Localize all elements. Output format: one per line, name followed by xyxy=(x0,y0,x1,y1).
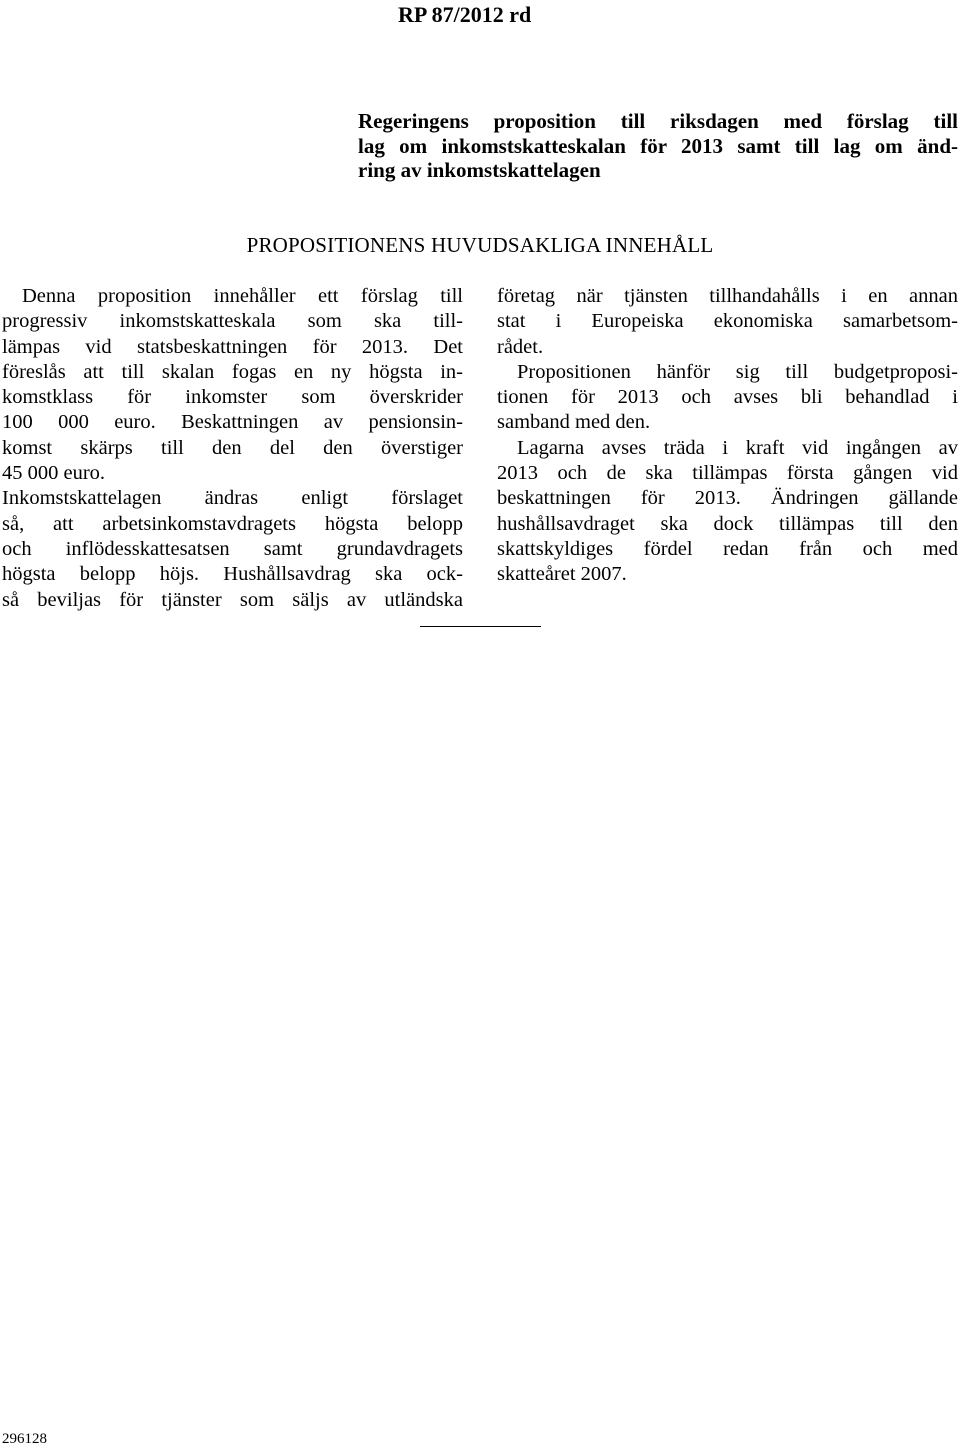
text-line: Propositionen hänför sig till budgetproposi- xyxy=(517,360,958,383)
text-line: rådet. xyxy=(497,335,544,358)
text-line: samband med den. xyxy=(497,411,651,434)
document-id: RP 87/2012 rd xyxy=(398,2,532,27)
title-line: lag om inkomstskatteskalan för 2013 samt till lag om änd- xyxy=(358,133,958,158)
right-column xyxy=(497,284,958,588)
proposition-title xyxy=(358,109,958,183)
text-line: föreslås att till skalan fogas en ny högsta in- xyxy=(2,360,463,383)
left-column xyxy=(2,284,463,613)
text-line: och inflödesskattesatsen samt grundavdragets xyxy=(2,537,463,560)
text-line: så, att arbetsinkomstavdragets högsta belopp xyxy=(2,512,463,535)
text-line: tionen för 2013 och avses bli behandlad i xyxy=(497,386,958,409)
text-line: 2013 och de ska tillämpas första gången vid xyxy=(497,462,958,485)
text-line: skattskyldiges fördel redan från och med xyxy=(497,537,958,560)
closing-rule xyxy=(420,626,541,627)
text-line: 100 000 euro. Beskattningen av pensionsin- xyxy=(2,411,463,434)
text-line: komst skärps till den del den överstiger xyxy=(2,436,463,459)
section-heading: PROPOSITIONENS HUVUDSAKLIGA INNEHÅLL xyxy=(246,233,714,257)
text-line: högsta belopp höjs. Hushållsavdrag ska ock- xyxy=(2,563,463,586)
title-line: Regeringens proposition till riksdagen med förslag till xyxy=(358,109,958,133)
footer-code: 296128 xyxy=(2,1431,47,1447)
text-line: så beviljas för tjänster som säljs av utländska xyxy=(2,588,463,611)
text-line: Denna proposition innehåller ett förslag till xyxy=(22,285,463,307)
text-line: företag när tjänsten tillhandahålls i en annan xyxy=(497,285,958,307)
text-line: komstklass för inkomster som överskrider xyxy=(2,386,463,409)
text-line: progressiv inkomstskatteskala som ska till- xyxy=(2,310,463,333)
text-line: stat i Europeiska ekonomiska samarbetsom- xyxy=(497,310,958,333)
title-line: ring av inkomstskattelagen xyxy=(358,158,601,182)
text-line: lämpas vid statsbeskattningen för 2013. Det xyxy=(2,335,463,358)
text-line: beskattningen för 2013. Ändringen gällande xyxy=(497,487,958,510)
text-line: Lagarna avses träda i kraft vid ingången av xyxy=(517,436,958,459)
text-line: skatteåret 2007. xyxy=(497,563,627,586)
text-line: Inkomstskattelagen ändras enligt förslaget xyxy=(2,487,463,510)
text-line: 45 000 euro. xyxy=(2,462,106,485)
text-line: hushållsavdraget ska dock tillämpas till den xyxy=(497,512,958,535)
